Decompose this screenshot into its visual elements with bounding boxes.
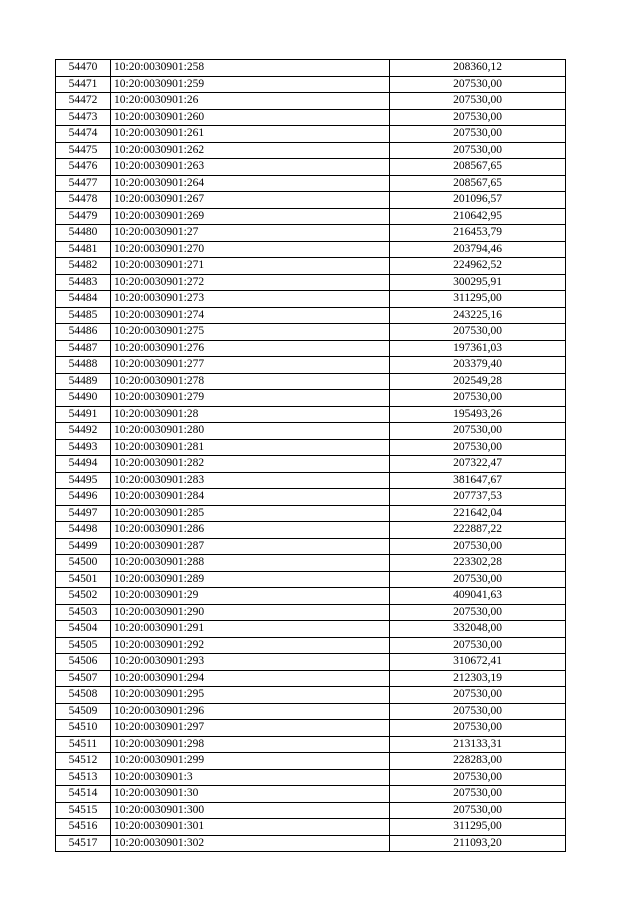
row-number-cell: 54515 xyxy=(56,802,111,819)
cadastral-number-cell: 10:20:0030901:291 xyxy=(111,621,390,638)
row-number-cell: 54510 xyxy=(56,720,111,737)
table-row xyxy=(56,637,566,654)
cadastral-number-cell: 10:20:0030901:297 xyxy=(111,720,390,737)
table-row xyxy=(56,60,566,77)
value-cell: 300295,91 xyxy=(390,274,566,291)
cadastral-number-cell: 10:20:0030901:292 xyxy=(111,637,390,654)
row-number-cell: 54509 xyxy=(56,703,111,720)
cadastral-number-cell: 10:20:0030901:287 xyxy=(111,538,390,555)
cadastral-number-cell: 10:20:0030901:301 xyxy=(111,819,390,836)
table-row xyxy=(56,621,566,638)
value-cell: 207530,00 xyxy=(390,637,566,654)
table-row xyxy=(56,670,566,687)
value-cell: 207530,00 xyxy=(390,76,566,93)
row-number-cell: 54506 xyxy=(56,654,111,671)
value-cell: 207530,00 xyxy=(390,126,566,143)
row-number-cell: 54477 xyxy=(56,175,111,192)
row-number-cell: 54493 xyxy=(56,439,111,456)
table-row xyxy=(56,703,566,720)
cadastral-number-cell: 10:20:0030901:294 xyxy=(111,670,390,687)
table-row xyxy=(56,324,566,341)
value-cell: 207530,00 xyxy=(390,769,566,786)
cadastral-number-cell: 10:20:0030901:269 xyxy=(111,208,390,225)
table-row xyxy=(56,192,566,209)
value-cell: 223302,28 xyxy=(390,555,566,572)
row-number-cell: 54499 xyxy=(56,538,111,555)
value-cell: 222887,22 xyxy=(390,522,566,539)
row-number-cell: 54472 xyxy=(56,93,111,110)
table-row xyxy=(56,208,566,225)
row-number-cell: 54473 xyxy=(56,109,111,126)
cadastral-number-cell: 10:20:0030901:267 xyxy=(111,192,390,209)
row-number-cell: 54504 xyxy=(56,621,111,638)
cadastral-number-cell: 10:20:0030901:271 xyxy=(111,258,390,275)
cadastral-number-cell: 10:20:0030901:30 xyxy=(111,786,390,803)
value-cell: 207530,00 xyxy=(390,604,566,621)
table-row xyxy=(56,109,566,126)
cadastral-number-cell: 10:20:0030901:298 xyxy=(111,736,390,753)
table-row xyxy=(56,274,566,291)
cadastral-number-cell: 10:20:0030901:262 xyxy=(111,142,390,159)
row-number-cell: 54479 xyxy=(56,208,111,225)
cadastral-number-cell: 10:20:0030901:270 xyxy=(111,241,390,258)
cadastral-number-cell: 10:20:0030901:258 xyxy=(111,60,390,77)
value-cell: 311295,00 xyxy=(390,291,566,308)
value-cell: 207530,00 xyxy=(390,390,566,407)
table-row xyxy=(56,423,566,440)
cadastral-number-cell: 10:20:0030901:29 xyxy=(111,588,390,605)
table-row xyxy=(56,142,566,159)
row-number-cell: 54483 xyxy=(56,274,111,291)
value-cell: 381647,67 xyxy=(390,472,566,489)
cadastral-number-cell: 10:20:0030901:302 xyxy=(111,835,390,852)
cadastral-number-cell: 10:20:0030901:299 xyxy=(111,753,390,770)
row-number-cell: 54514 xyxy=(56,786,111,803)
table-row xyxy=(56,538,566,555)
value-cell: 207530,00 xyxy=(390,423,566,440)
table-row xyxy=(56,489,566,506)
cadastral-number-cell: 10:20:0030901:282 xyxy=(111,456,390,473)
value-cell: 203379,40 xyxy=(390,357,566,374)
cadastral-number-cell: 10:20:0030901:259 xyxy=(111,76,390,93)
cadastral-number-cell: 10:20:0030901:264 xyxy=(111,175,390,192)
table-row xyxy=(56,522,566,539)
row-number-cell: 54490 xyxy=(56,390,111,407)
row-number-cell: 54503 xyxy=(56,604,111,621)
row-number-cell: 54475 xyxy=(56,142,111,159)
value-cell: 207530,00 xyxy=(390,538,566,555)
cadastral-number-cell: 10:20:0030901:261 xyxy=(111,126,390,143)
table-row xyxy=(56,291,566,308)
row-number-cell: 54505 xyxy=(56,637,111,654)
row-number-cell: 54508 xyxy=(56,687,111,704)
value-cell: 207530,00 xyxy=(390,93,566,110)
table-row xyxy=(56,126,566,143)
table-row xyxy=(56,439,566,456)
table-row xyxy=(56,175,566,192)
cadastral-number-cell: 10:20:0030901:280 xyxy=(111,423,390,440)
row-number-cell: 54484 xyxy=(56,291,111,308)
value-cell: 207322,47 xyxy=(390,456,566,473)
table-row xyxy=(56,571,566,588)
row-number-cell: 54487 xyxy=(56,340,111,357)
value-cell: 409041,63 xyxy=(390,588,566,605)
table-row xyxy=(56,93,566,110)
cadastral-value-table xyxy=(55,59,566,852)
table-row xyxy=(56,241,566,258)
row-number-cell: 54481 xyxy=(56,241,111,258)
row-number-cell: 54480 xyxy=(56,225,111,242)
cadastral-number-cell: 10:20:0030901:275 xyxy=(111,324,390,341)
table-row xyxy=(56,357,566,374)
value-cell: 216453,79 xyxy=(390,225,566,242)
value-cell: 207530,00 xyxy=(390,687,566,704)
table-row xyxy=(56,802,566,819)
value-cell: 207737,53 xyxy=(390,489,566,506)
row-number-cell: 54507 xyxy=(56,670,111,687)
table-row xyxy=(56,456,566,473)
value-cell: 207530,00 xyxy=(390,786,566,803)
table-row xyxy=(56,406,566,423)
value-cell: 224962,52 xyxy=(390,258,566,275)
value-cell: 207530,00 xyxy=(390,439,566,456)
row-number-cell: 54494 xyxy=(56,456,111,473)
row-number-cell: 54488 xyxy=(56,357,111,374)
value-cell: 213133,31 xyxy=(390,736,566,753)
value-cell: 195493,26 xyxy=(390,406,566,423)
cadastral-number-cell: 10:20:0030901:285 xyxy=(111,505,390,522)
row-number-cell: 54496 xyxy=(56,489,111,506)
row-number-cell: 54517 xyxy=(56,835,111,852)
cadastral-number-cell: 10:20:0030901:28 xyxy=(111,406,390,423)
value-cell: 208360,12 xyxy=(390,60,566,77)
row-number-cell: 54476 xyxy=(56,159,111,176)
table-row xyxy=(56,307,566,324)
cadastral-number-cell: 10:20:0030901:281 xyxy=(111,439,390,456)
table-row xyxy=(56,588,566,605)
value-cell: 221642,04 xyxy=(390,505,566,522)
table-body xyxy=(56,60,566,852)
row-number-cell: 54485 xyxy=(56,307,111,324)
table-row xyxy=(56,159,566,176)
value-cell: 208567,65 xyxy=(390,175,566,192)
value-cell: 207530,00 xyxy=(390,142,566,159)
table-row xyxy=(56,736,566,753)
value-cell: 332048,00 xyxy=(390,621,566,638)
row-number-cell: 54489 xyxy=(56,373,111,390)
row-number-cell: 54502 xyxy=(56,588,111,605)
row-number-cell: 54513 xyxy=(56,769,111,786)
row-number-cell: 54482 xyxy=(56,258,111,275)
value-cell: 207530,00 xyxy=(390,109,566,126)
cadastral-number-cell: 10:20:0030901:274 xyxy=(111,307,390,324)
value-cell: 203794,46 xyxy=(390,241,566,258)
table-row xyxy=(56,555,566,572)
cadastral-number-cell: 10:20:0030901:290 xyxy=(111,604,390,621)
cadastral-number-cell: 10:20:0030901:283 xyxy=(111,472,390,489)
cadastral-number-cell: 10:20:0030901:286 xyxy=(111,522,390,539)
cadastral-number-cell: 10:20:0030901:272 xyxy=(111,274,390,291)
cadastral-number-cell: 10:20:0030901:277 xyxy=(111,357,390,374)
table-row xyxy=(56,258,566,275)
row-number-cell: 54478 xyxy=(56,192,111,209)
cadastral-number-cell: 10:20:0030901:293 xyxy=(111,654,390,671)
cadastral-number-cell: 10:20:0030901:260 xyxy=(111,109,390,126)
cadastral-number-cell: 10:20:0030901:295 xyxy=(111,687,390,704)
table-row xyxy=(56,373,566,390)
cadastral-number-cell: 10:20:0030901:288 xyxy=(111,555,390,572)
row-number-cell: 54470 xyxy=(56,60,111,77)
cadastral-number-cell: 10:20:0030901:296 xyxy=(111,703,390,720)
value-cell: 207530,00 xyxy=(390,802,566,819)
row-number-cell: 54474 xyxy=(56,126,111,143)
value-cell: 211093,20 xyxy=(390,835,566,852)
row-number-cell: 54498 xyxy=(56,522,111,539)
cadastral-number-cell: 10:20:0030901:278 xyxy=(111,373,390,390)
row-number-cell: 54492 xyxy=(56,423,111,440)
cadastral-number-cell: 10:20:0030901:3 xyxy=(111,769,390,786)
value-cell: 207530,00 xyxy=(390,703,566,720)
row-number-cell: 54500 xyxy=(56,555,111,572)
value-cell: 197361,03 xyxy=(390,340,566,357)
value-cell: 207530,00 xyxy=(390,720,566,737)
row-number-cell: 54512 xyxy=(56,753,111,770)
table-row xyxy=(56,835,566,852)
table-row xyxy=(56,786,566,803)
cadastral-number-cell: 10:20:0030901:273 xyxy=(111,291,390,308)
table-row xyxy=(56,769,566,786)
value-cell: 243225,16 xyxy=(390,307,566,324)
cadastral-number-cell: 10:20:0030901:276 xyxy=(111,340,390,357)
value-cell: 210642,95 xyxy=(390,208,566,225)
cadastral-number-cell: 10:20:0030901:27 xyxy=(111,225,390,242)
table-row xyxy=(56,505,566,522)
value-cell: 228283,00 xyxy=(390,753,566,770)
value-cell: 207530,00 xyxy=(390,571,566,588)
table-row xyxy=(56,819,566,836)
row-number-cell: 54511 xyxy=(56,736,111,753)
row-number-cell: 54495 xyxy=(56,472,111,489)
table-row xyxy=(56,604,566,621)
table-row xyxy=(56,720,566,737)
value-cell: 202549,28 xyxy=(390,373,566,390)
value-cell: 207530,00 xyxy=(390,324,566,341)
value-cell: 311295,00 xyxy=(390,819,566,836)
table-row xyxy=(56,76,566,93)
row-number-cell: 54471 xyxy=(56,76,111,93)
row-number-cell: 54516 xyxy=(56,819,111,836)
table-row xyxy=(56,472,566,489)
table-row xyxy=(56,753,566,770)
value-cell: 310672,41 xyxy=(390,654,566,671)
table-row xyxy=(56,340,566,357)
table-row xyxy=(56,390,566,407)
cadastral-number-cell: 10:20:0030901:279 xyxy=(111,390,390,407)
table-row xyxy=(56,654,566,671)
table-row xyxy=(56,687,566,704)
cadastral-number-cell: 10:20:0030901:300 xyxy=(111,802,390,819)
cadastral-number-cell: 10:20:0030901:263 xyxy=(111,159,390,176)
table-row xyxy=(56,225,566,242)
row-number-cell: 54486 xyxy=(56,324,111,341)
row-number-cell: 54491 xyxy=(56,406,111,423)
value-cell: 212303,19 xyxy=(390,670,566,687)
row-number-cell: 54497 xyxy=(56,505,111,522)
cadastral-number-cell: 10:20:0030901:284 xyxy=(111,489,390,506)
value-cell: 208567,65 xyxy=(390,159,566,176)
value-cell: 201096,57 xyxy=(390,192,566,209)
row-number-cell: 54501 xyxy=(56,571,111,588)
cadastral-number-cell: 10:20:0030901:26 xyxy=(111,93,390,110)
cadastral-number-cell: 10:20:0030901:289 xyxy=(111,571,390,588)
document-page xyxy=(55,59,566,852)
